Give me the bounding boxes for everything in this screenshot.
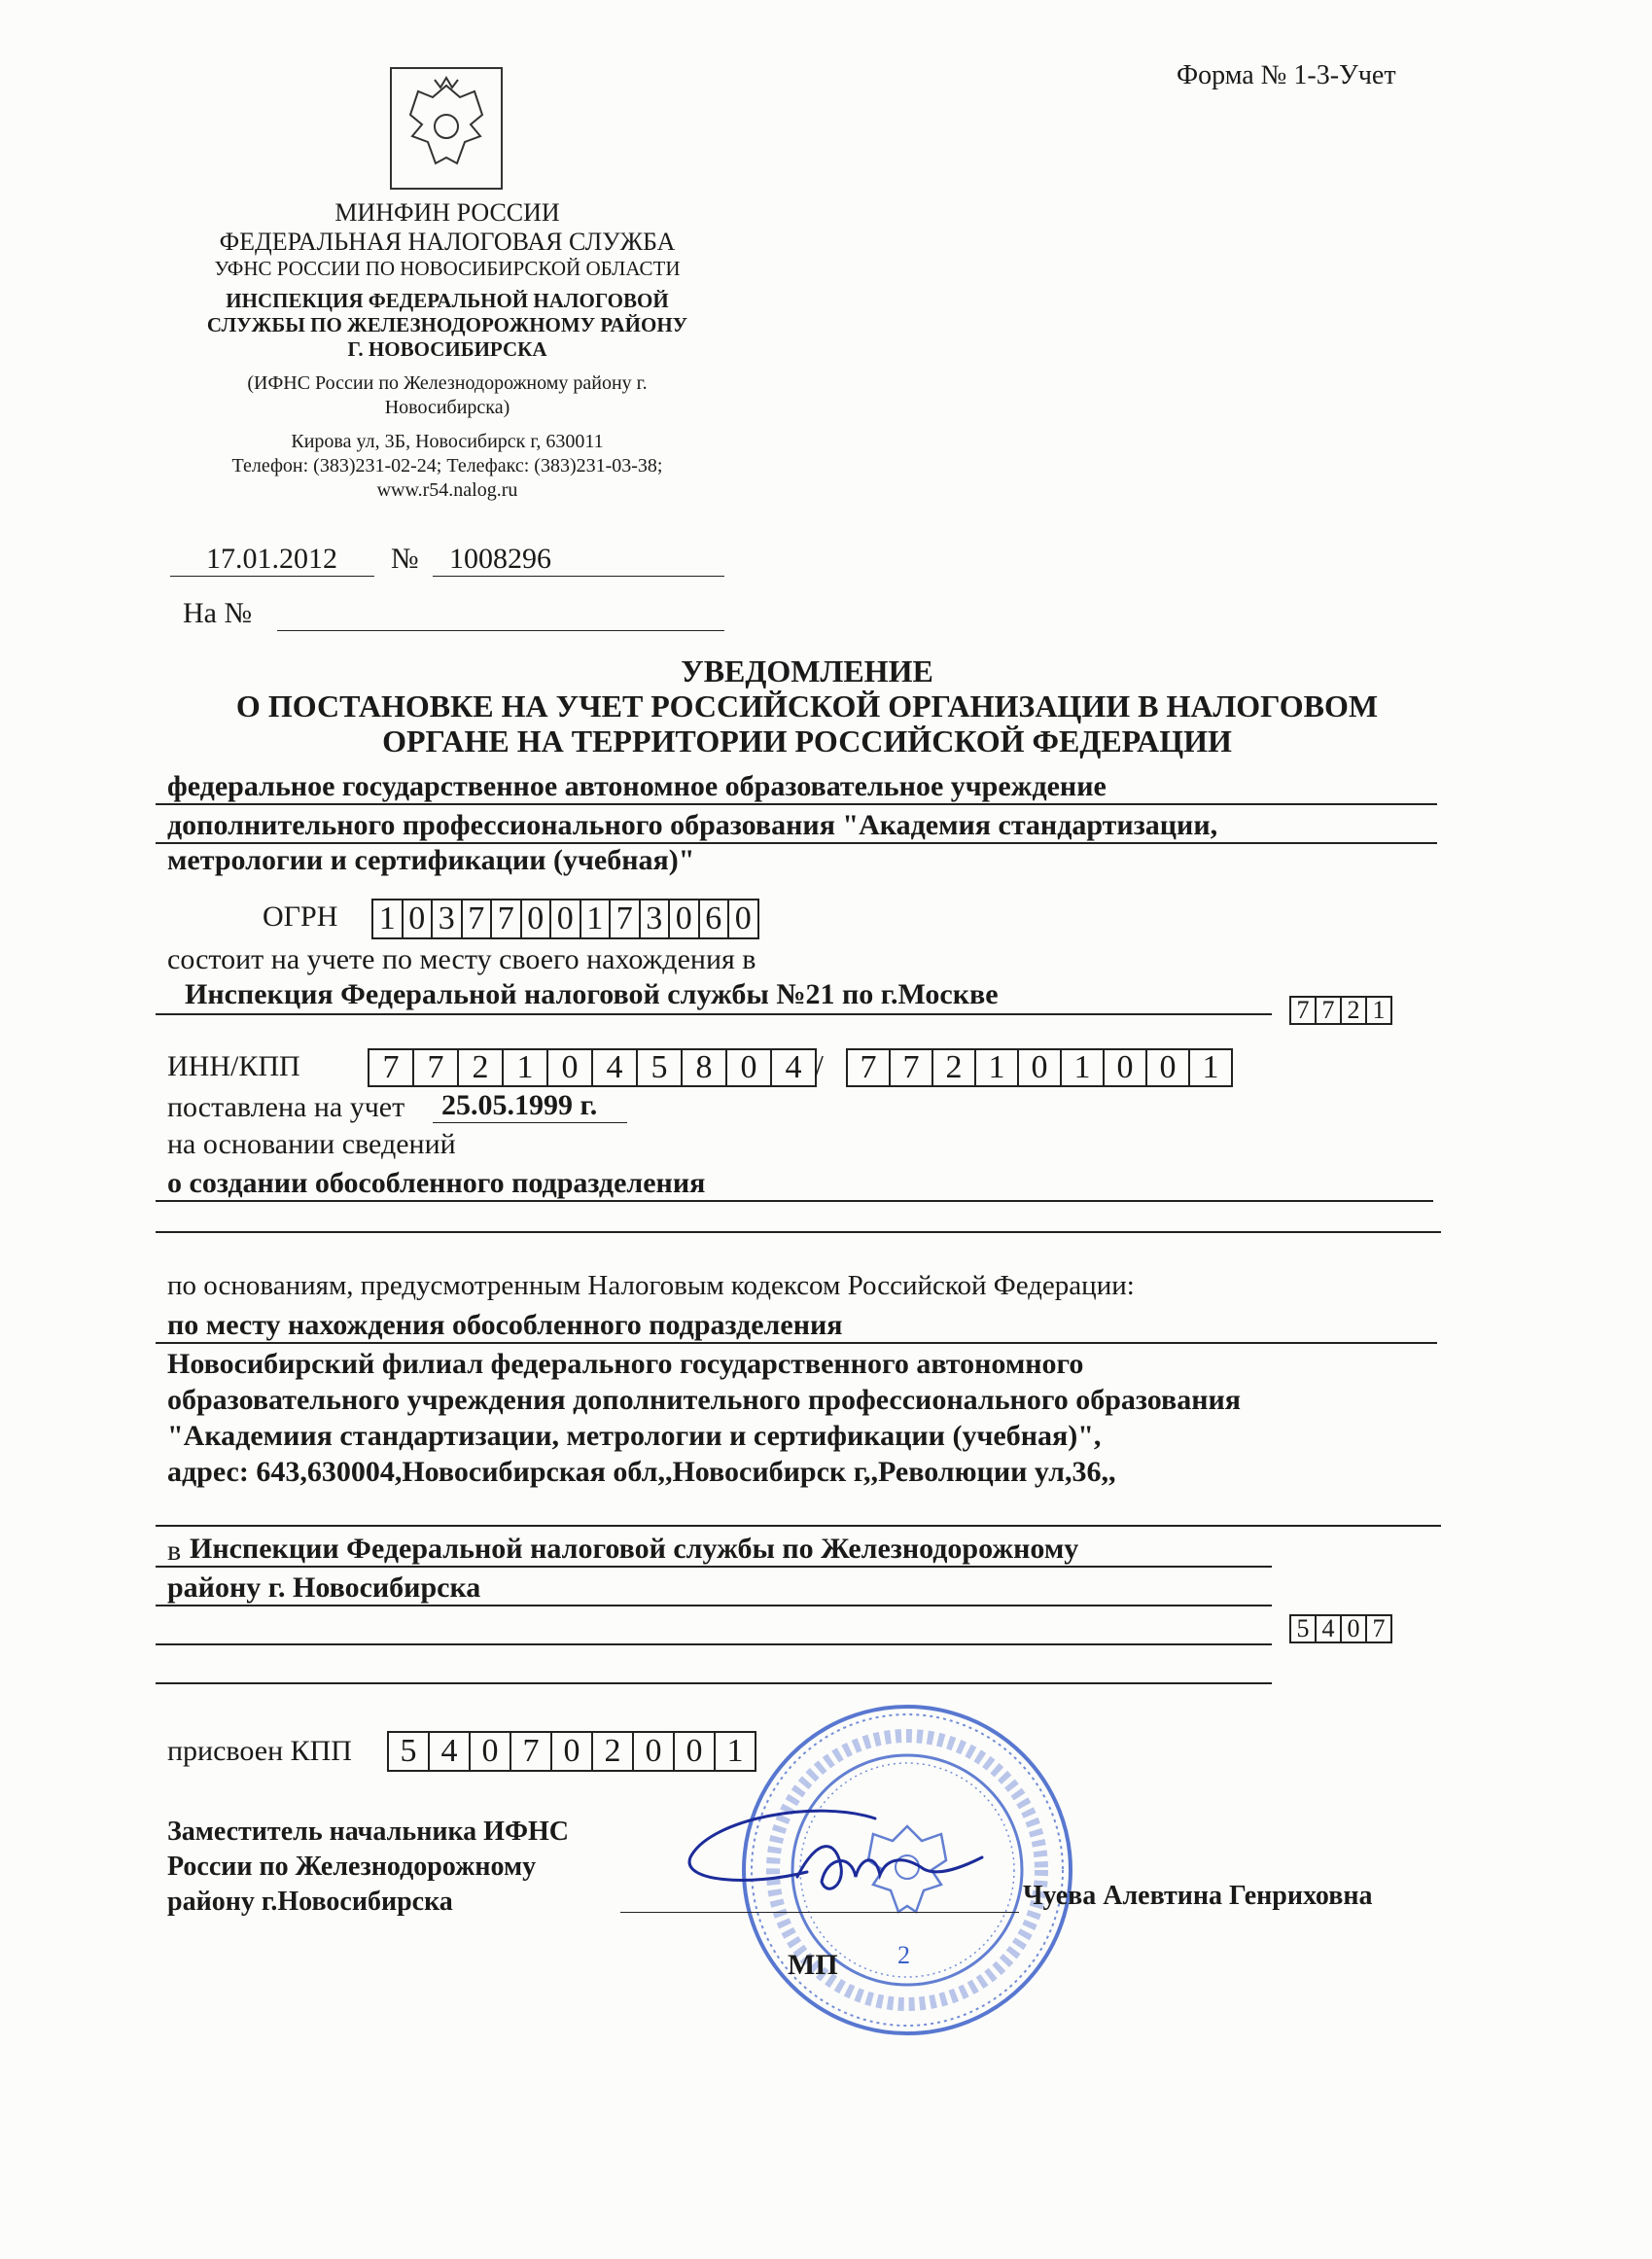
digit-cell: 5: [638, 1050, 683, 1085]
digit-cell: 4: [593, 1050, 638, 1085]
basis-value: о создании обособленного подразделения: [167, 1167, 706, 1199]
outgoing-date: 17.01.2012: [206, 543, 337, 575]
signer-position-3: району г.Новосибирска: [167, 1887, 453, 1917]
digit-cell: 0: [404, 900, 434, 937]
digit-cell: 1: [504, 1050, 548, 1085]
digit-cell: 4: [785, 1049, 802, 1085]
org-name-line-2: дополнительного профессионального образования "Академия стандартизации,: [167, 809, 1218, 841]
digit-cell: 4: [1317, 1616, 1342, 1641]
branch-line-3: "Академиия стандартизации, метрологии и сертификации (учебная)",: [167, 1420, 1102, 1452]
digit-cell: 7: [369, 1050, 414, 1085]
digit-cell: 0: [552, 1733, 593, 1770]
digit-cell: 0: [1105, 1050, 1147, 1085]
inspection-line-1: ИНСПЕКЦИЯ ФЕДЕРАЛЬНОЙ НАЛОГОВОЙ: [226, 289, 669, 312]
coat-of-arms-emblem: [389, 66, 504, 191]
digit-cell: 7: [891, 1050, 933, 1085]
digit-cell: 3: [433, 900, 463, 937]
inspection-short-2: Новосибирска): [384, 397, 510, 418]
ogrn-label: ОГРН: [263, 900, 338, 933]
digit-cell: 1: [726, 1733, 744, 1769]
reference-number-label: На №: [183, 597, 253, 629]
digit-cell: 0: [522, 900, 552, 937]
regional-office: УФНС РОССИИ ПО НОВОСИБИРСКОЙ ОБЛАСТИ: [214, 257, 681, 280]
inn-digits: [368, 1048, 817, 1087]
branch-line-2: образовательного учреждения дополнительного профессионального образования: [167, 1384, 1242, 1416]
digit-cell: 0: [1342, 1616, 1367, 1641]
digit-cell: 0: [548, 1050, 593, 1085]
digit-cell: 1: [1202, 1049, 1219, 1085]
digit-cell: 7: [848, 1050, 891, 1085]
branch-line-1: Новосибирский филиал федерального государственного автономного: [167, 1348, 1084, 1380]
outgoing-number-label: №: [391, 543, 419, 575]
form-number: Форма № 1-3-Учет: [1177, 60, 1396, 90]
digit-cell: 0: [471, 1733, 511, 1770]
digit-cell: 0: [1147, 1050, 1190, 1085]
notice-title: УВЕДОМЛЕНИЕ: [681, 653, 933, 688]
digit-cell: 0: [1019, 1050, 1062, 1085]
registered-text: состоит на учете по месту своего нахождения в: [167, 943, 756, 975]
ministry-name: МИНФИН РОССИИ: [334, 198, 560, 227]
ogrn-digits: [371, 899, 759, 939]
org-name-line-1: федеральное государственное автономное образовательное учреждение: [167, 770, 1107, 802]
digit-cell: 4: [430, 1733, 471, 1770]
inspection-line-3: Г. НОВОСИБИРСКА: [347, 337, 547, 361]
signer-position-1: Заместитель начальника ИФНС: [167, 1817, 569, 1847]
digit-cell: 8: [683, 1050, 727, 1085]
registration-date-label: поставлена на учет: [167, 1091, 405, 1123]
basis-label: на основании сведений: [167, 1128, 456, 1160]
digit-cell: 0: [734, 900, 752, 936]
digit-cell: 1: [373, 900, 404, 937]
digit-cell: 6: [700, 900, 730, 937]
notice-subtitle-1: О ПОСТАНОВКЕ НА УЧЕТ РОССИЙСКОЙ ОРГАНИЗАЦИИ В НАЛОГОВОМ: [235, 688, 1379, 724]
service-name: ФЕДЕРАЛЬНАЯ НАЛОГОВАЯ СЛУЖБА: [219, 228, 676, 256]
digit-cell: 5: [1291, 1616, 1317, 1641]
inspection-line-2: СЛУЖБЫ ПО ЖЕЛЕЗНОДОРОЖНОМУ РАЙОНУ: [206, 313, 688, 336]
digit-cell: 2: [593, 1733, 634, 1770]
outgoing-number: 1008296: [449, 543, 551, 575]
digit-cell: 1: [1062, 1050, 1105, 1085]
seal-place-label: МП: [788, 1949, 838, 1981]
in-inspection-line-2: району г. Новосибирска: [167, 1571, 481, 1604]
digit-cell: 7: [611, 900, 641, 937]
inn-kpp-label: ИНН/КПП: [167, 1050, 300, 1082]
inspection-code: [1289, 1614, 1392, 1643]
grounds-value: по месту нахождения обособленного подразделения: [167, 1309, 843, 1341]
digit-cell: 0: [670, 900, 700, 937]
inspection-site: www.r54.nalog.ru: [376, 479, 518, 501]
digit-cell: 7: [1372, 1614, 1386, 1642]
branch-address: адрес: 643,630004,Новосибирская обл,,Новосибирск г,,Революции ул,36,,: [167, 1456, 1116, 1488]
inspection-phone: Телефон: (383)231-02-24; Телефакс: (383)231-03-38;: [231, 455, 663, 477]
in-inspection-prefix: в: [167, 1535, 182, 1567]
kpp-digits: [846, 1048, 1233, 1087]
assigned-kpp-label: присвоен КПП: [167, 1735, 352, 1767]
digit-cell: 0: [727, 1050, 772, 1085]
digit-cell: 5: [389, 1733, 430, 1770]
digit-cell: 2: [933, 1050, 976, 1085]
digit-cell: 7: [1291, 998, 1317, 1023]
digit-cell: 0: [634, 1733, 675, 1770]
grounds-label: по основаниям, предусмотренным Налоговым кодексом Российской Федерации:: [167, 1270, 1135, 1301]
in-inspection-line-1: Инспекции Федеральной налоговой службы по Железнодорожному: [190, 1533, 1079, 1565]
org-name-line-3: метрологии и сертификации (учебная)": [167, 844, 695, 876]
registration-date: 25.05.1999 г.: [441, 1089, 598, 1121]
digit-cell: 7: [492, 900, 522, 937]
registered-authority: Инспекция Федеральной налоговой службы №21 по г.Москве: [185, 978, 999, 1010]
digit-cell: 1: [1372, 996, 1386, 1024]
digit-cell: 2: [1342, 998, 1367, 1023]
signer-name: Чуева Алевтина Генриховна: [1023, 1881, 1373, 1911]
authority-code: [1289, 996, 1392, 1025]
signer-position-2: России по Железнодорожному: [167, 1852, 537, 1882]
handwritten-signature: [681, 1799, 992, 1925]
digit-cell: 7: [463, 900, 493, 937]
digit-cell: 2: [459, 1050, 504, 1085]
seal-number: 2: [897, 1941, 910, 1969]
inn-kpp-separator: /: [815, 1048, 824, 1083]
inspection-short-1: (ИФНС России по Железнодорожному району г.: [247, 372, 648, 394]
digit-cell: 1: [976, 1050, 1019, 1085]
digit-cell: 7: [511, 1733, 552, 1770]
inspection-address: Кирова ул, 3Б, Новосибирск г, 630011: [291, 431, 604, 452]
assigned-kpp-digits: [387, 1731, 756, 1772]
digit-cell: 0: [551, 900, 581, 937]
digit-cell: 1: [581, 900, 612, 937]
digit-cell: 3: [641, 900, 671, 937]
digit-cell: 7: [414, 1050, 459, 1085]
notice-subtitle-2: ОРГАНЕ НА ТЕРРИТОРИИ РОССИЙСКОЙ ФЕДЕРАЦИИ: [382, 724, 1232, 759]
digit-cell: 7: [1317, 998, 1342, 1023]
digit-cell: 0: [675, 1733, 716, 1770]
